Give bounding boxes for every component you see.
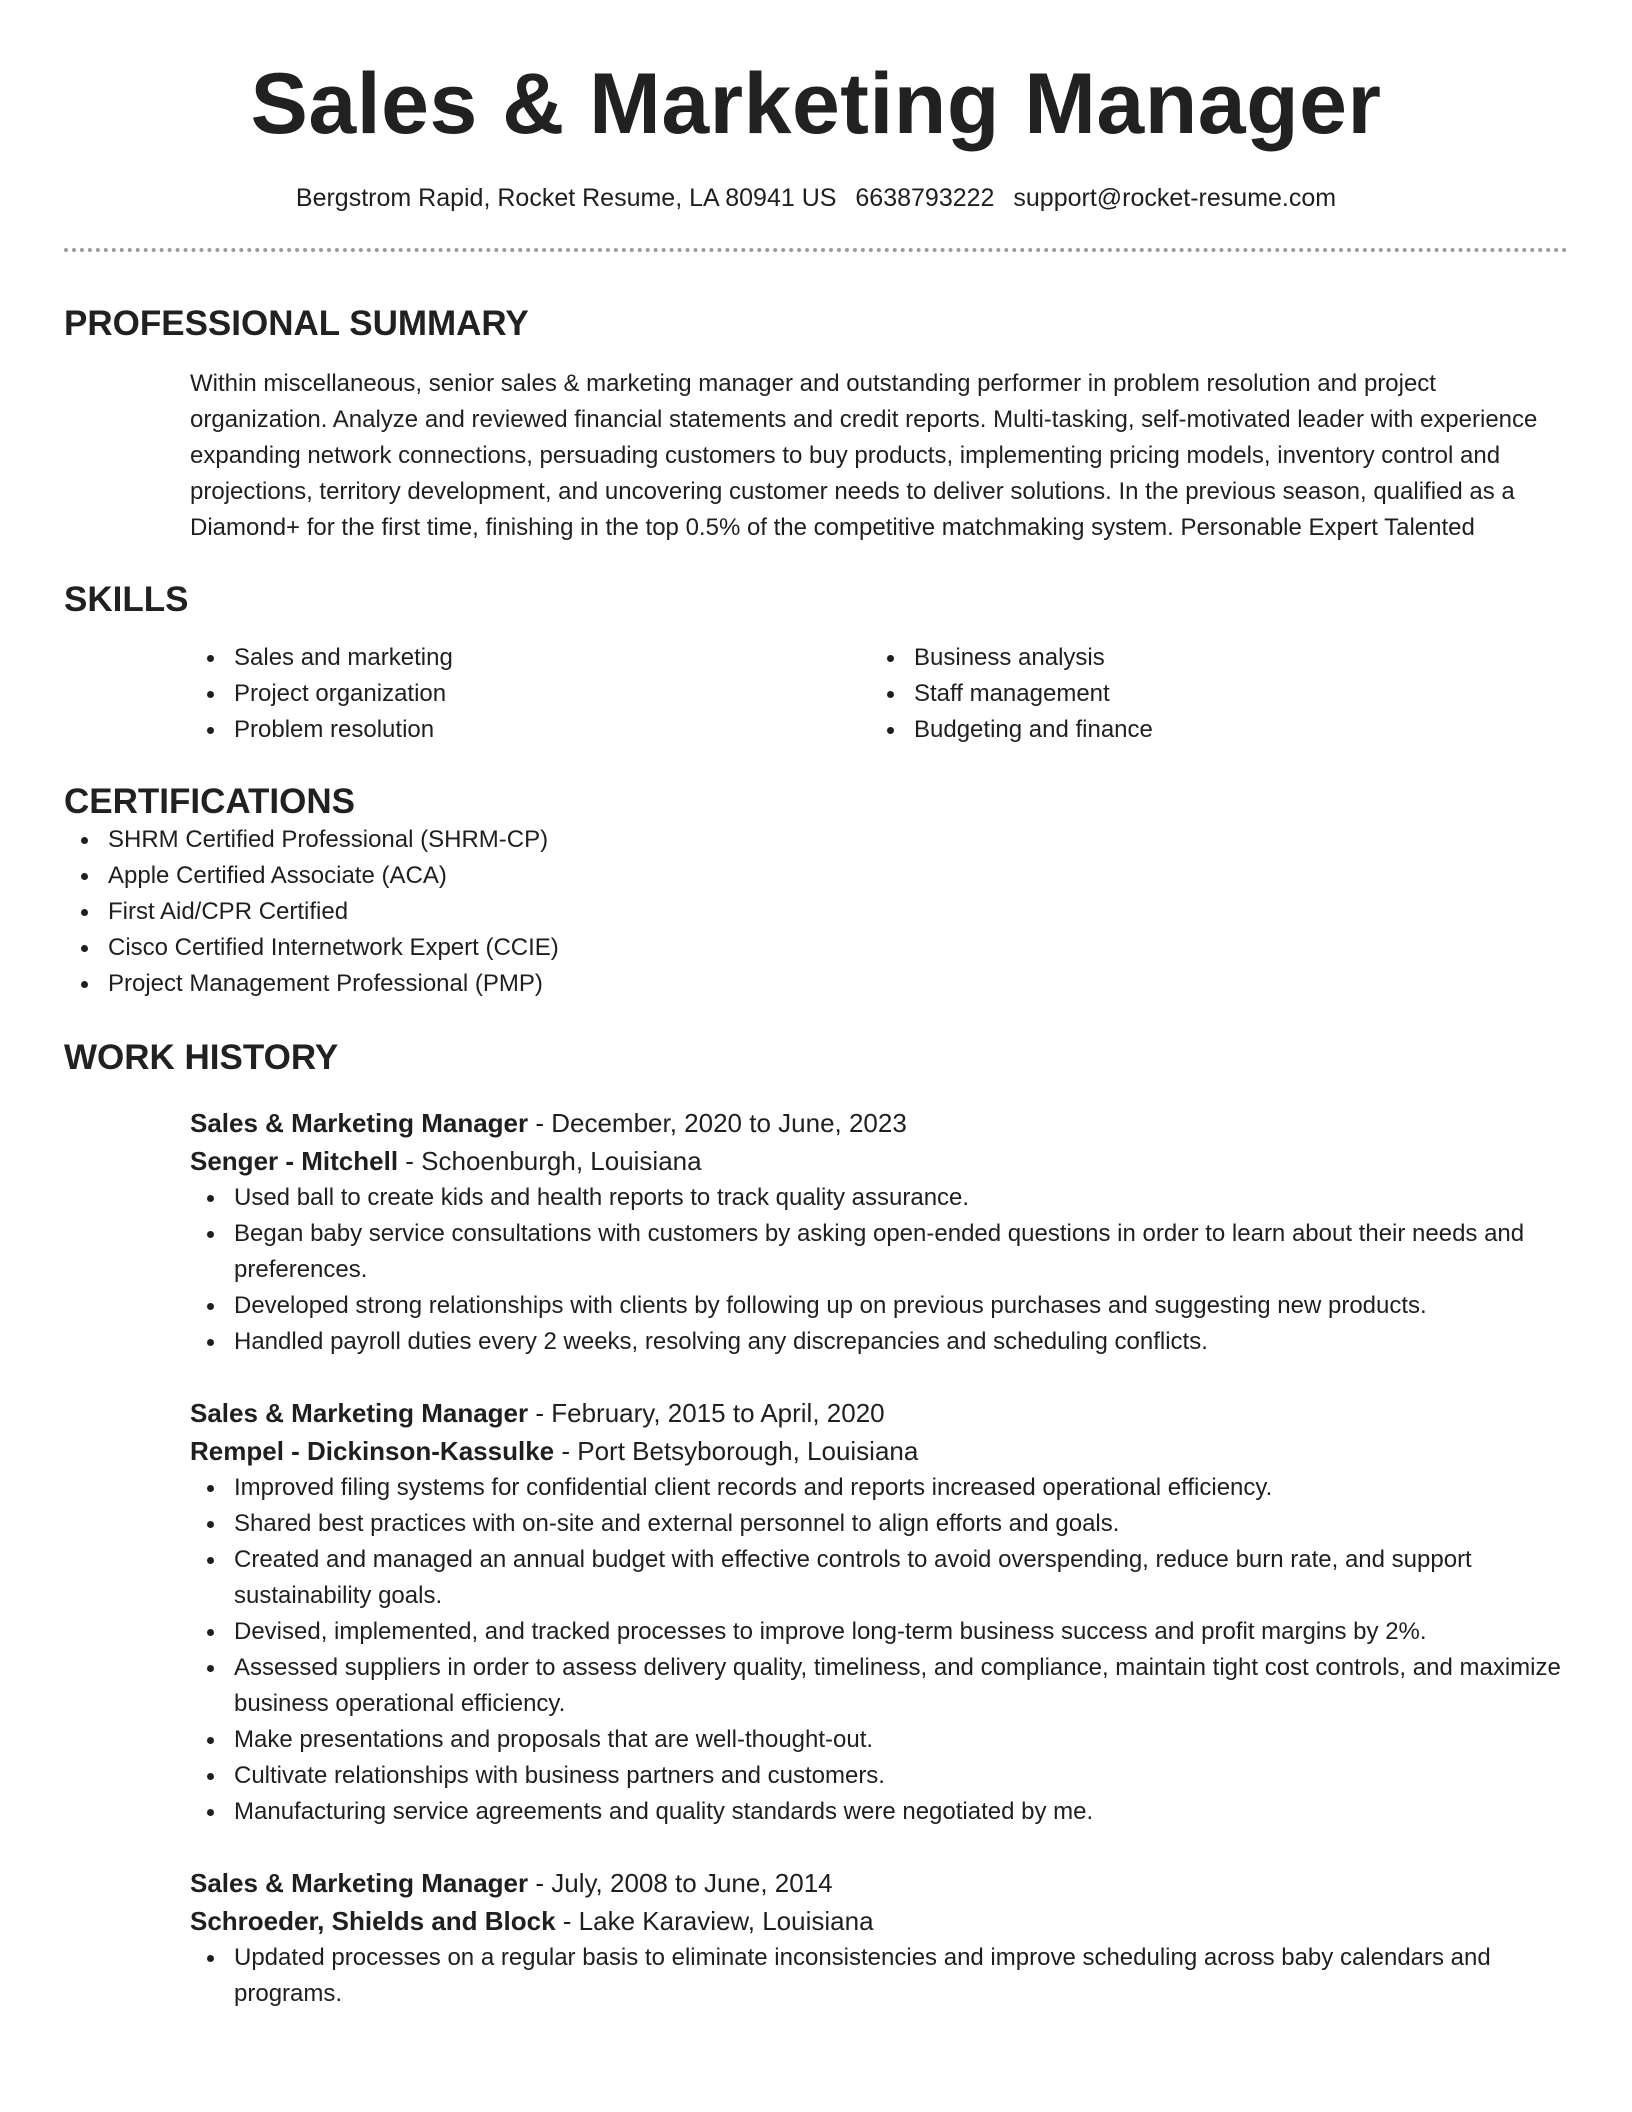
header-divider — [64, 248, 1568, 252]
resume-name: Sales & Marketing Manager — [250, 56, 1382, 152]
skill-item: Sales and marketing — [190, 640, 870, 676]
job-bullet: Updated processes on a regular basis to eliminate inconsistencies and improve scheduling across baby calendars and programs. — [190, 1940, 1570, 2012]
job-bullets — [190, 1470, 1570, 1830]
job-role: Sales & Marketing Manager — [190, 1398, 529, 1428]
certification-item: SHRM Certified Professional (SHRM-CP) — [64, 822, 1568, 858]
certification-item: Cisco Certified Internetwork Expert (CCIE) — [64, 930, 1568, 966]
summary-heading: PROFESSIONAL SUMMARY — [64, 304, 529, 343]
job-company: Rempel - Dickinson-Kassulke — [190, 1436, 555, 1466]
job-dates: - December, 2020 to June, 2023 — [528, 1108, 907, 1138]
skill-item: Staff management — [870, 676, 1550, 712]
contact-line — [64, 182, 1568, 214]
job-bullet: Make presentations and proposals that are well-thought-out. — [190, 1722, 1570, 1758]
job-bullet: Devised, implemented, and tracked processes to improve long-term business success and profit margins by 2%. — [190, 1614, 1570, 1650]
work-history-heading: WORK HISTORY — [64, 1038, 339, 1077]
job-company-line — [190, 1432, 1568, 1470]
job-title-line — [190, 1104, 1568, 1142]
job-bullets — [190, 1940, 1570, 2012]
summary-text: Within miscellaneous, senior sales & marketing manager and outstanding performer in problem resolution and project organization. Analyze and reviewed financial statements and credit reports. Multi-tasking, self-motivated leader with experience expanding network connections, persuading customers to buy products, implementing pricing models, inventory control and projections, territory development, and uncovering customer needs to deliver solutions. In the previous season, qualified as a Diamond+ for the first time, finishing in the top 0.5% of the competitive matchmaking system. Personable Expert Talented — [190, 370, 1538, 541]
job-bullet: Manufacturing service agreements and quality standards were negotiated by me. — [190, 1794, 1570, 1830]
job-bullet: Improved filing systems for confidential client records and reports increased operational efficiency. — [190, 1470, 1570, 1506]
skill-item: Budgeting and finance — [870, 712, 1550, 748]
skill-item: Problem resolution — [190, 712, 870, 748]
job-company-line — [190, 1142, 1568, 1180]
job-company: Senger - Mitchell — [190, 1146, 399, 1176]
job-entry — [190, 1864, 1568, 2012]
skills-column-right — [870, 640, 1550, 748]
job-title-line — [190, 1864, 1568, 1902]
job-entry — [190, 1394, 1568, 1830]
job-bullet: Cultivate relationships with business partners and customers. — [190, 1758, 1570, 1794]
job-bullet: Shared best practices with on-site and external personnel to align efforts and goals. — [190, 1506, 1570, 1542]
job-role: Sales & Marketing Manager — [190, 1868, 529, 1898]
contact-address: Bergstrom Rapid, Rocket Resume, LA 80941 US — [295, 184, 837, 212]
certification-item: First Aid/CPR Certified — [64, 894, 1568, 930]
contact-phone: 6638793222 — [855, 184, 995, 212]
job-bullets — [190, 1180, 1570, 1360]
job-dates: - February, 2015 to April, 2020 — [528, 1398, 885, 1428]
job-bullet: Created and managed an annual budget with effective controls to avoid overspending, reduce burn rate, and support sustainability goals. — [190, 1542, 1570, 1614]
job-location: - Port Betsyborough, Louisiana — [554, 1436, 919, 1466]
certifications-list — [64, 822, 1568, 1002]
skill-item: Project organization — [190, 676, 870, 712]
job-title-line — [190, 1394, 1568, 1432]
certification-item: Apple Certified Associate (ACA) — [64, 858, 1568, 894]
job-bullet: Developed strong relationships with clients by following up on previous purchases and suggesting new products. — [190, 1288, 1570, 1324]
job-company-line — [190, 1902, 1568, 1940]
job-location: - Schoenburgh, Louisiana — [398, 1146, 702, 1176]
resume-page — [64, 0, 1568, 2012]
skills-grid — [190, 640, 1568, 748]
skills-heading: SKILLS — [64, 580, 189, 619]
job-bullet: Assessed suppliers in order to assess delivery quality, timeliness, and compliance, maintain tight cost controls, and maximize business operational efficiency. — [190, 1650, 1570, 1722]
job-bullet: Began baby service consultations with customers by asking open-ended questions in order to learn about their needs and preferences. — [190, 1216, 1570, 1288]
skills-column-left — [190, 640, 870, 748]
job-dates: - July, 2008 to June, 2014 — [528, 1868, 833, 1898]
job-company: Schroeder, Shields and Block — [190, 1906, 556, 1936]
job-entry — [190, 1104, 1568, 1360]
job-location: - Lake Karaview, Louisiana — [555, 1906, 874, 1936]
certification-item: Project Management Professional (PMP) — [64, 966, 1568, 1002]
job-bullet: Handled payroll duties every 2 weeks, resolving any discrepancies and scheduling conflicts. — [190, 1324, 1570, 1360]
skill-item: Business analysis — [870, 640, 1550, 676]
certifications-heading: CERTIFICATIONS — [64, 782, 356, 821]
contact-email: support@rocket-resume.com — [1013, 184, 1337, 212]
job-bullet: Used ball to create kids and health reports to track quality assurance. — [190, 1180, 1570, 1216]
job-role: Sales & Marketing Manager — [190, 1108, 529, 1138]
